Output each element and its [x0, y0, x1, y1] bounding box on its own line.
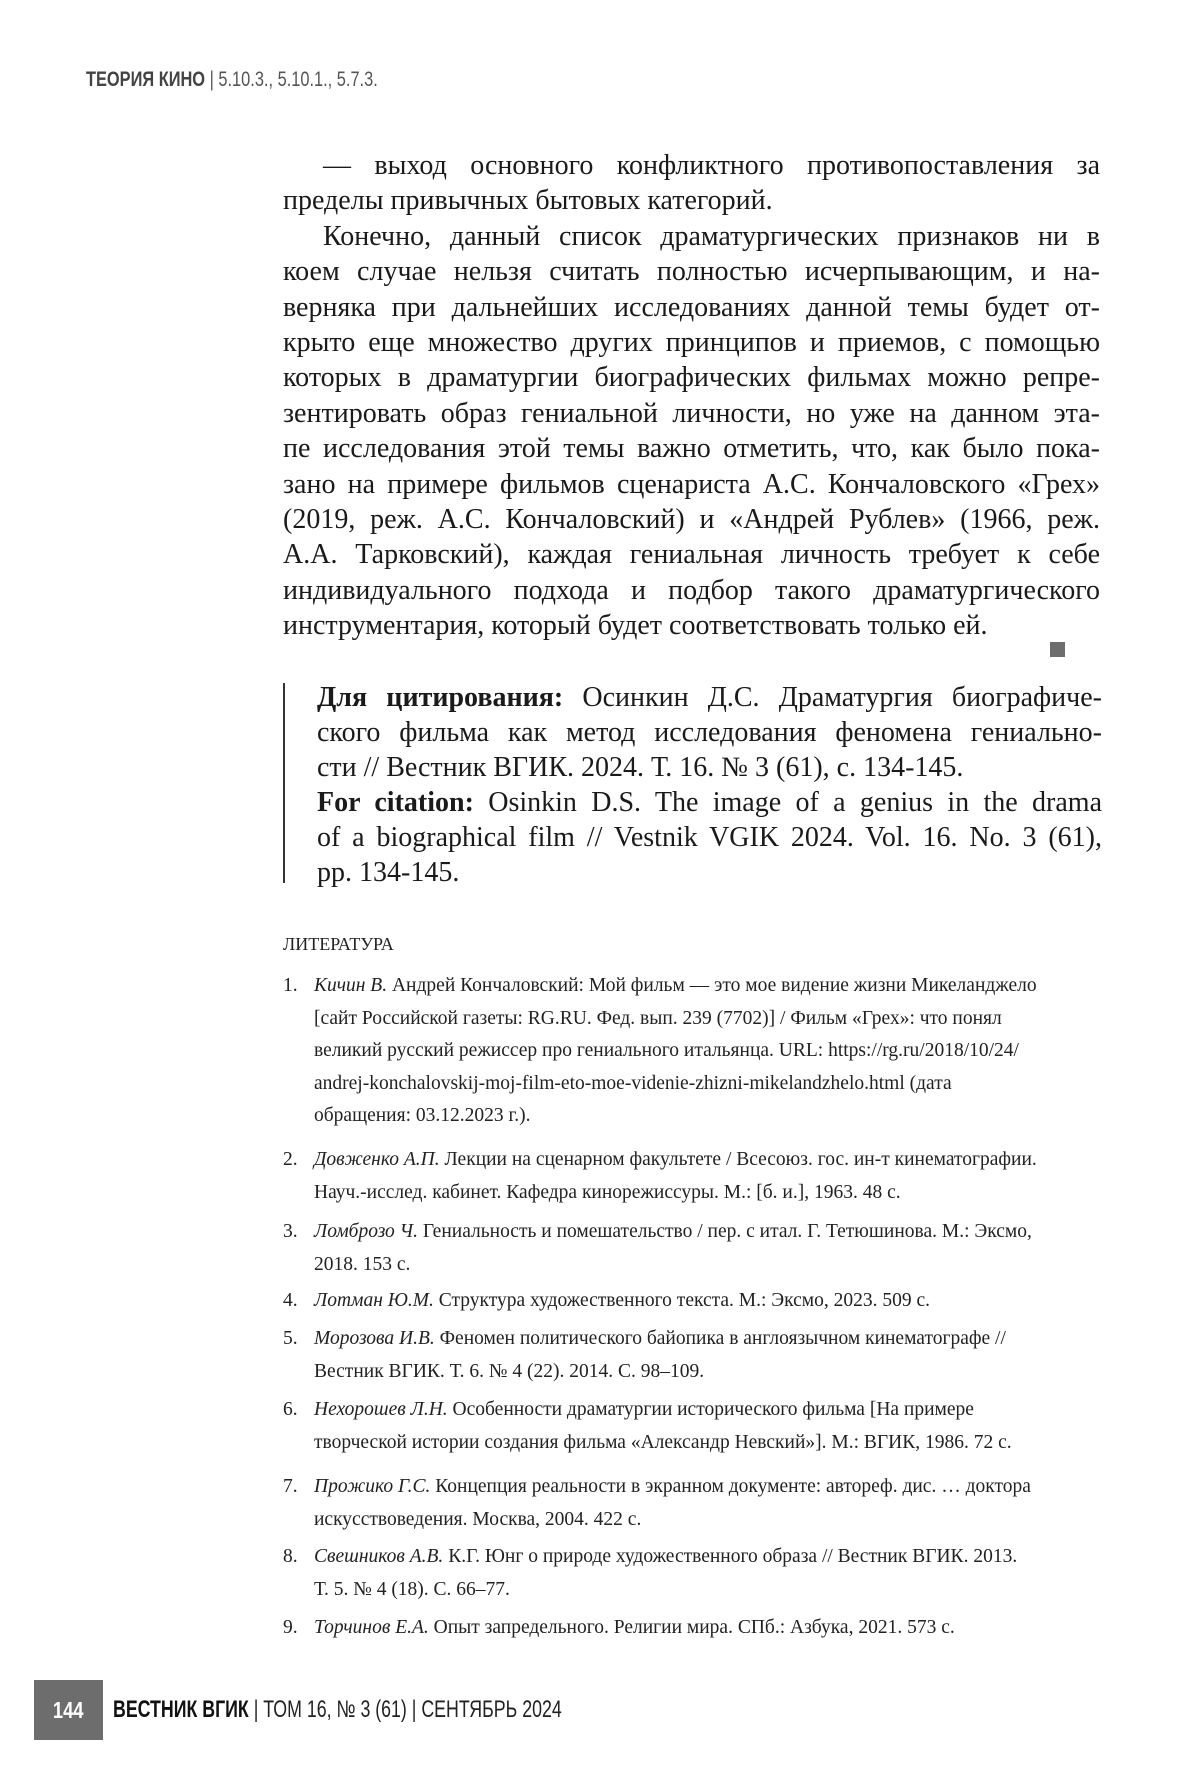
reference-line: [314, 1249, 1103, 1282]
reference-text: К.Г. Юнг о природе художественного образа // Вестник ВГИК. 2013.: [443, 1546, 1017, 1567]
reference-line: [314, 1323, 1103, 1356]
running-footer: [113, 1696, 562, 1724]
citation-line: of a biographical film // Vestnik VGIK 2024. Vol. 16. No. 3 (61),: [317, 820, 1102, 855]
reference-line: [314, 1574, 1103, 1607]
reference-text: Концепция реальности в экранном документе: автореф. дис. … доктора: [430, 1476, 1031, 1497]
reference-text: Опыт запредельного. Религии мира. СПб.: Азбука, 2021. 573 с.: [429, 1617, 955, 1638]
reference-text: 2018. 153 с.: [314, 1254, 410, 1275]
journal-name: ВЕСТНИК ВГИК: [113, 1696, 249, 1723]
reference-text: Науч.-исслед. кабинет. Кафедра кинорежиссуры. М.: [б. и.], 1963. 48 с.: [314, 1182, 901, 1203]
reference-number: 5.: [283, 1323, 298, 1355]
body-line: Конечно, данный список драматургических признаков ни в: [283, 219, 1100, 254]
reference-item: [283, 1285, 1103, 1318]
references-title: ЛИТЕРАТУРА: [283, 934, 394, 955]
reference-line: [314, 1003, 1103, 1036]
body-text: [283, 148, 1100, 643]
reference-text: Лекции на сценарном факультете / Всесоюз. гос. ин-т кинематографии.: [440, 1149, 1037, 1170]
reference-text: Т. 5. № 4 (18). С. 66–77.: [314, 1579, 510, 1600]
reference-item: [283, 1612, 1103, 1645]
reference-author: Морозова И.В.: [314, 1328, 435, 1349]
body-line: — выход основного конфликтного противопоставления за: [283, 148, 1100, 183]
reference-line: [314, 1356, 1103, 1389]
reference-line: [314, 1612, 1103, 1645]
reference-author: Свешников А.В.: [314, 1546, 443, 1567]
reference-text: Гениальность и помешательство / пер. с итал. Г. Тетюшинова. М.: Эксмо,: [418, 1221, 1032, 1242]
reference-text: творческой истории создания фильма «Александр Невский»]. М.: ВГИК, 1986. 72 с.: [314, 1432, 1012, 1453]
reference-line: [314, 1504, 1103, 1537]
body-line: инструментария, который будет соответствовать только ей.: [283, 608, 1100, 643]
citation-line: pp. 134-145.: [317, 855, 1102, 890]
reference-line: [314, 1068, 1103, 1101]
body-line: (2019, реж. А.С. Кончаловский) и «Андрей Рублев» (1966, реж.: [283, 502, 1100, 537]
reference-text: Структура художественного текста. М.: Эксмо, 2023. 509 с.: [434, 1290, 930, 1311]
body-line: пределы привычных бытовых категорий.: [283, 183, 1100, 218]
issue-info: | ТОМ 16, № 3 (61) | СЕНТЯБРЬ 2024: [249, 1696, 562, 1723]
reference-text: обращения: 03.12.2023 г.).: [314, 1105, 531, 1126]
end-of-article-mark: [1050, 642, 1065, 657]
reference-author: Прожико Г.С.: [314, 1476, 430, 1497]
reference-line: [314, 1216, 1103, 1249]
reference-number: 1.: [283, 970, 298, 1002]
reference-line: [314, 1035, 1103, 1068]
reference-text: [сайт Российской газеты: RG.RU. Фед. вып. 239 (7702)] / Фильм «Грех»: что понял: [314, 1008, 1002, 1029]
body-line: зано на примере фильмов сценариста А.С. Кончаловского «Грех»: [283, 467, 1100, 502]
section-codes: | 5.10.3., 5.10.1., 5.7.3.: [205, 68, 378, 91]
reference-line: [314, 1471, 1103, 1504]
reference-item: [283, 1216, 1103, 1281]
reference-text: andrej-konchalovskij-moj-film-eto-moe-videnie-zhizni-mikelandzhelo.html (дата: [314, 1073, 952, 1094]
reference-author: Ломброзо Ч.: [314, 1221, 418, 1242]
citation-line: Осинкин Д.С. Драматургия биографиче-: [563, 682, 1102, 713]
reference-line: [314, 1144, 1103, 1177]
citation-line: Osinkin D.S. The image of a genius in the drama: [474, 787, 1102, 818]
reference-item: [283, 1394, 1103, 1459]
reference-number: 2.: [283, 1144, 298, 1176]
citation-line: сти // Вестник ВГИК. 2024. Т. 16. № 3 (61), с. 134-145.: [317, 750, 1102, 785]
reference-author: Кичин В.: [314, 975, 387, 996]
reference-text: Вестник ВГИК. Т. 6. № 4 (22). 2014. С. 98–109.: [314, 1361, 704, 1382]
reference-item: [283, 970, 1103, 1133]
reference-author: Нехорошев Л.Н.: [314, 1399, 448, 1420]
reference-number: 7.: [283, 1471, 298, 1503]
citation-ru-label: Для цитирования:: [317, 682, 563, 713]
reference-item: [283, 1144, 1103, 1209]
reference-text: искусствоведения. Москва, 2004. 422 с.: [314, 1509, 641, 1530]
reference-number: 4.: [283, 1285, 298, 1317]
body-line: крыто еще множество других принципов и приемов, с помощью: [283, 325, 1100, 360]
body-line: пе исследования этой темы важно отметить, что, как было пока-: [283, 431, 1100, 466]
reference-line: [314, 970, 1103, 1003]
reference-number: 6.: [283, 1394, 298, 1426]
reference-line: [314, 1394, 1103, 1427]
reference-line: [314, 1177, 1103, 1210]
reference-number: 3.: [283, 1216, 298, 1248]
reference-item: [283, 1323, 1103, 1388]
reference-author: Лотман Ю.М.: [314, 1290, 434, 1311]
body-line: А.А. Тарковский), каждая гениальная личность требует к себе: [283, 537, 1100, 572]
reference-author: Торчинов Е.А.: [314, 1617, 429, 1638]
reference-number: 9.: [283, 1612, 298, 1644]
reference-text: великий русский режиссер про гениального итальянца. URL: https://rg.ru/2018/10/24/: [314, 1040, 1019, 1061]
reference-text: Феномен политического байопика в англоязычном кинематографе //: [435, 1328, 1006, 1349]
section-title: ТЕОРИЯ КИНО: [86, 68, 205, 91]
reference-item: [283, 1471, 1103, 1536]
page-number-box: [34, 1680, 103, 1740]
body-line: индивидуального подхода и подбор такого драматургического: [283, 573, 1100, 608]
reference-line: [314, 1427, 1103, 1460]
page-number: 144: [53, 1697, 84, 1724]
body-line: которых в драматургии биографических фильмах можно репре-: [283, 360, 1100, 395]
body-line: коем случае нельзя считать полностью исчерпывающим, и на-: [283, 254, 1100, 289]
running-header: [86, 68, 378, 92]
reference-line: [314, 1285, 1103, 1318]
reference-text: Андрей Кончаловский: Мой фильм — это мое видение жизни Микеланджело: [387, 975, 1037, 996]
reference-number: 8.: [283, 1541, 298, 1573]
reference-author: Довженко А.П.: [314, 1149, 440, 1170]
reference-item: [283, 1541, 1103, 1606]
reference-text: Особенности драматургии исторического фильма [На примере: [448, 1399, 974, 1420]
citation-line: ского фильма как метод исследования феномена гениально-: [317, 715, 1102, 750]
citation-en-label: For citation:: [317, 787, 474, 818]
body-line: зентировать образ гениальной личности, но уже на данном эта-: [283, 396, 1100, 431]
reference-line: [314, 1100, 1103, 1133]
citation-block: [283, 683, 1102, 883]
reference-line: [314, 1541, 1103, 1574]
body-line: верняка при дальнейших исследованиях данной темы будет от-: [283, 290, 1100, 325]
